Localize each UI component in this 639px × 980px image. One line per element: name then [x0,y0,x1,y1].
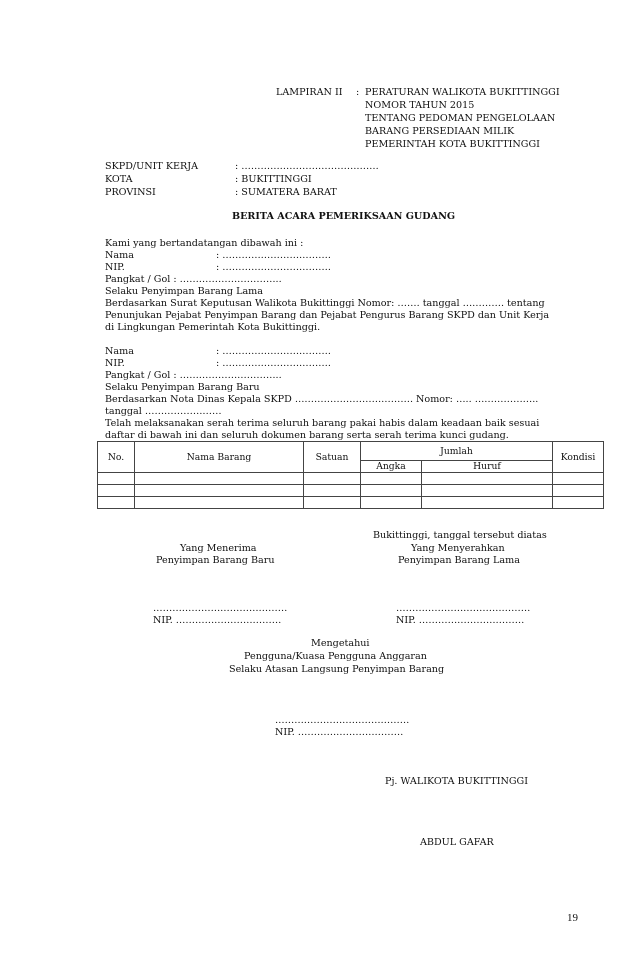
table-cell [98,473,135,485]
giver-role: Penyimpan Barang Lama [398,555,520,566]
table-cell [135,497,304,509]
identity-value: : SUMATERA BARAT [235,187,337,198]
nota-line: Berdasarkan Nota Dinas Kepala SKPD ………………………………. Nomor: ….. ……………….. [105,394,539,405]
table-row [98,485,604,497]
table-cell [98,485,135,497]
identity-value: : BUKITTINGGI [235,174,312,185]
nip-label: NIP. [105,262,125,273]
header-no: No. [98,442,135,473]
nama2-value: : ……………………………. [216,346,331,357]
receiver-nip: NIP. …………………………… [153,615,282,626]
header-satuan: Satuan [304,442,361,473]
table-cell [361,485,422,497]
role-new-text: Selaku Penyimpan Barang Baru [105,382,260,393]
acknowledge-role: Pengguna/Kuasa Pengguna Anggaran [244,651,427,662]
role-old-text: Selaku Penyimpan Barang Lama [105,286,263,297]
table-cell [361,473,422,485]
mayor-title: Pj. WALIKOTA BUKITTINGGI [385,776,528,787]
nip2-label: NIP. [105,358,125,369]
header-label: LAMPIRAN II [276,87,343,98]
header-nama-barang: Nama Barang [135,442,304,473]
table-row [98,473,604,485]
table-cell [422,497,553,509]
page-number: 19 [567,912,578,924]
header-line: TENTANG PEDOMAN PENGELOLAAN [365,113,556,124]
nama-value: : ……………………………. [216,250,331,261]
acknowledge-title: Mengetahui [311,638,370,649]
identity-label: SKPD/UNIT KERJA [105,161,199,172]
place-date: Bukittinggi, tanggal tersebut diatas [373,530,547,541]
pangkat2-text: Pangkat / Gol : ………………………….. [105,370,282,381]
header-line: PERATURAN WALIKOTA BUKITTINGGI [365,87,560,98]
giver-signature-line: …………………………………… [396,603,531,614]
document-title: BERITA ACARA PEMERIKSAAN GUDANG [232,211,456,222]
table-row [98,497,604,509]
receiver-title: Yang Menerima [180,543,257,554]
table-cell [135,485,304,497]
header-line: BARANG PERSEDIAAN MILIK [365,126,515,137]
table-cell [361,497,422,509]
nip-value: : ……………………………. [216,262,331,273]
receiver-signature-line: …………………………………… [153,603,288,614]
header-huruf: Huruf [422,461,553,473]
nama-label: Nama [105,250,134,261]
receiver-role: Penyimpan Barang Baru [156,555,275,566]
acknowledge-role-2: Selaku Atasan Langsung Penyimpan Barang [229,664,445,675]
exec-line: Telah melaksanakan serah terima seluruh barang pakai habis dalam keadaan baik sesuai [105,418,540,429]
header-angka: Angka [361,461,422,473]
header-line: NOMOR TAHUN 2015 [365,100,475,111]
acknowledge-nip: NIP. …………………………… [275,727,404,738]
sk-line: di Lingkungan Pemerintah Kota Bukittinggi. [105,322,321,333]
sk-line: Penunjukan Pejabat Penyimpan Barang dan Pejabat Pengurus Barang SKPD dan Unit Kerja [105,310,550,321]
table-cell [135,473,304,485]
table-cell [553,473,604,485]
table-cell [98,497,135,509]
table-cell [304,473,361,485]
items-table [97,441,604,509]
giver-title: Yang Menyerahkan [411,543,505,554]
nota-line: tanggal …………………… [105,406,222,417]
table-cell [553,497,604,509]
header-kondisi: Kondisi [553,442,604,473]
exec-line: daftar di bawah ini dan seluruh dokumen barang serta serah terima kunci gudang. [105,430,509,441]
table-cell [304,497,361,509]
table-cell [304,485,361,497]
mayor-name: ABDUL GAFAR [420,837,494,848]
header-jumlah: Jumlah [361,442,553,461]
sk-line: Berdasarkan Surat Keputusan Walikota Bukittinggi Nomor: ……. tanggal …………. tentang [105,298,545,309]
pangkat-text: Pangkat / Gol : ………………………….. [105,274,282,285]
table-cell [422,485,553,497]
identity-label: KOTA [105,174,133,185]
header-colon: : [356,87,360,98]
nip2-value: : ……………………………. [216,358,331,369]
table-cell [422,473,553,485]
table-cell [553,485,604,497]
header-line: PEMERINTAH KOTA BUKITTINGGI [365,139,540,150]
acknowledge-signature-line: …………………………………… [275,715,410,726]
identity-label: PROVINSI [105,187,156,198]
identity-value: : ……………………………………. [235,161,379,172]
intro-text: Kami yang bertandatangan dibawah ini : [105,238,304,249]
nama2-label: Nama [105,346,134,357]
giver-nip: NIP. …………………………… [396,615,525,626]
